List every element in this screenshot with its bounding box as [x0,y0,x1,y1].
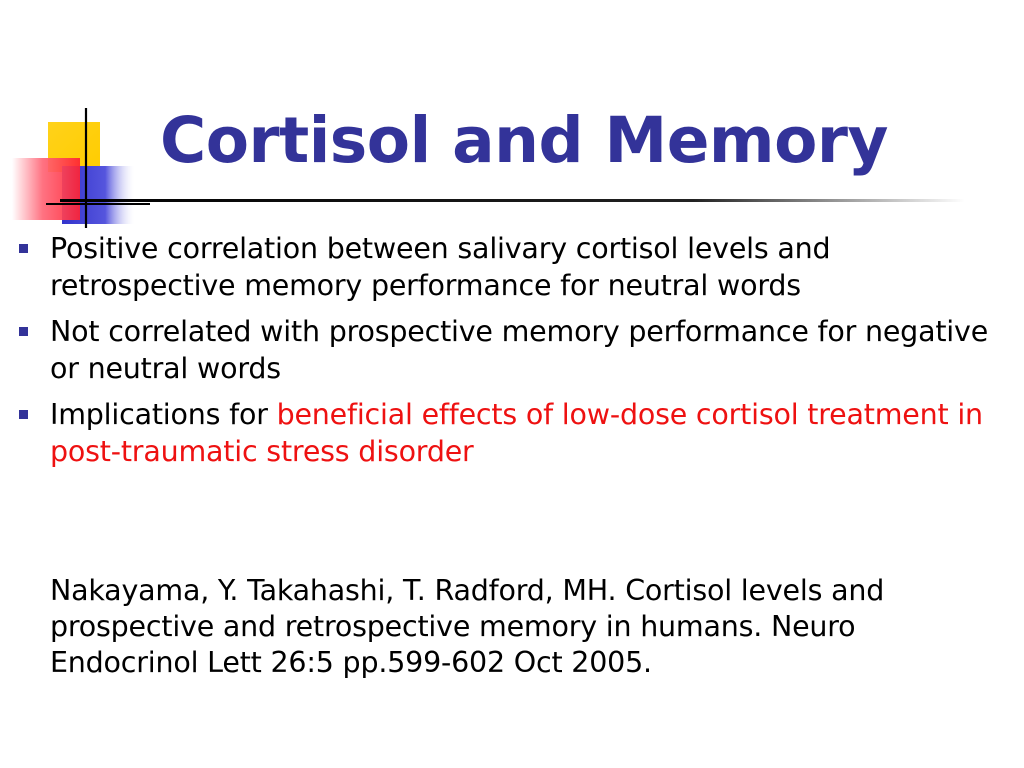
decorative-squares-graphic [0,100,150,230]
bullet-square-icon [19,327,28,336]
bullet-item-salivary-correlation [18,230,1008,304]
slide-title: Cortisol and Memory [160,104,888,177]
title-divider-line [60,199,965,202]
deco-red-square [12,158,80,220]
bullet-item-implications [18,396,1008,470]
bullet-text-plain: Implications for [50,398,277,431]
bullet-text: Not correlated with prospective memory performance for negative or neutral words [50,315,989,385]
bullet-text: Positive correlation between salivary cortisol levels and retrospective memory performance for neutral words [50,232,831,302]
bullet-square-icon [19,244,28,253]
bullet-text-highlight: beneficial effects of low-dose cortisol treatment in post-traumatic stress disorder [50,398,983,468]
bullet-item-prospective-memory [18,313,1008,387]
bullet-list [18,230,1008,479]
bullet-square-icon [19,410,28,419]
citation-reference: Nakayama, Y. Takahashi, T. Radford, MH. Cortisol levels and prospective and retrospective memory in humans. Neuro Endocrinol Lett 26:5 pp.599-602 Oct 2005. [50,574,885,679]
